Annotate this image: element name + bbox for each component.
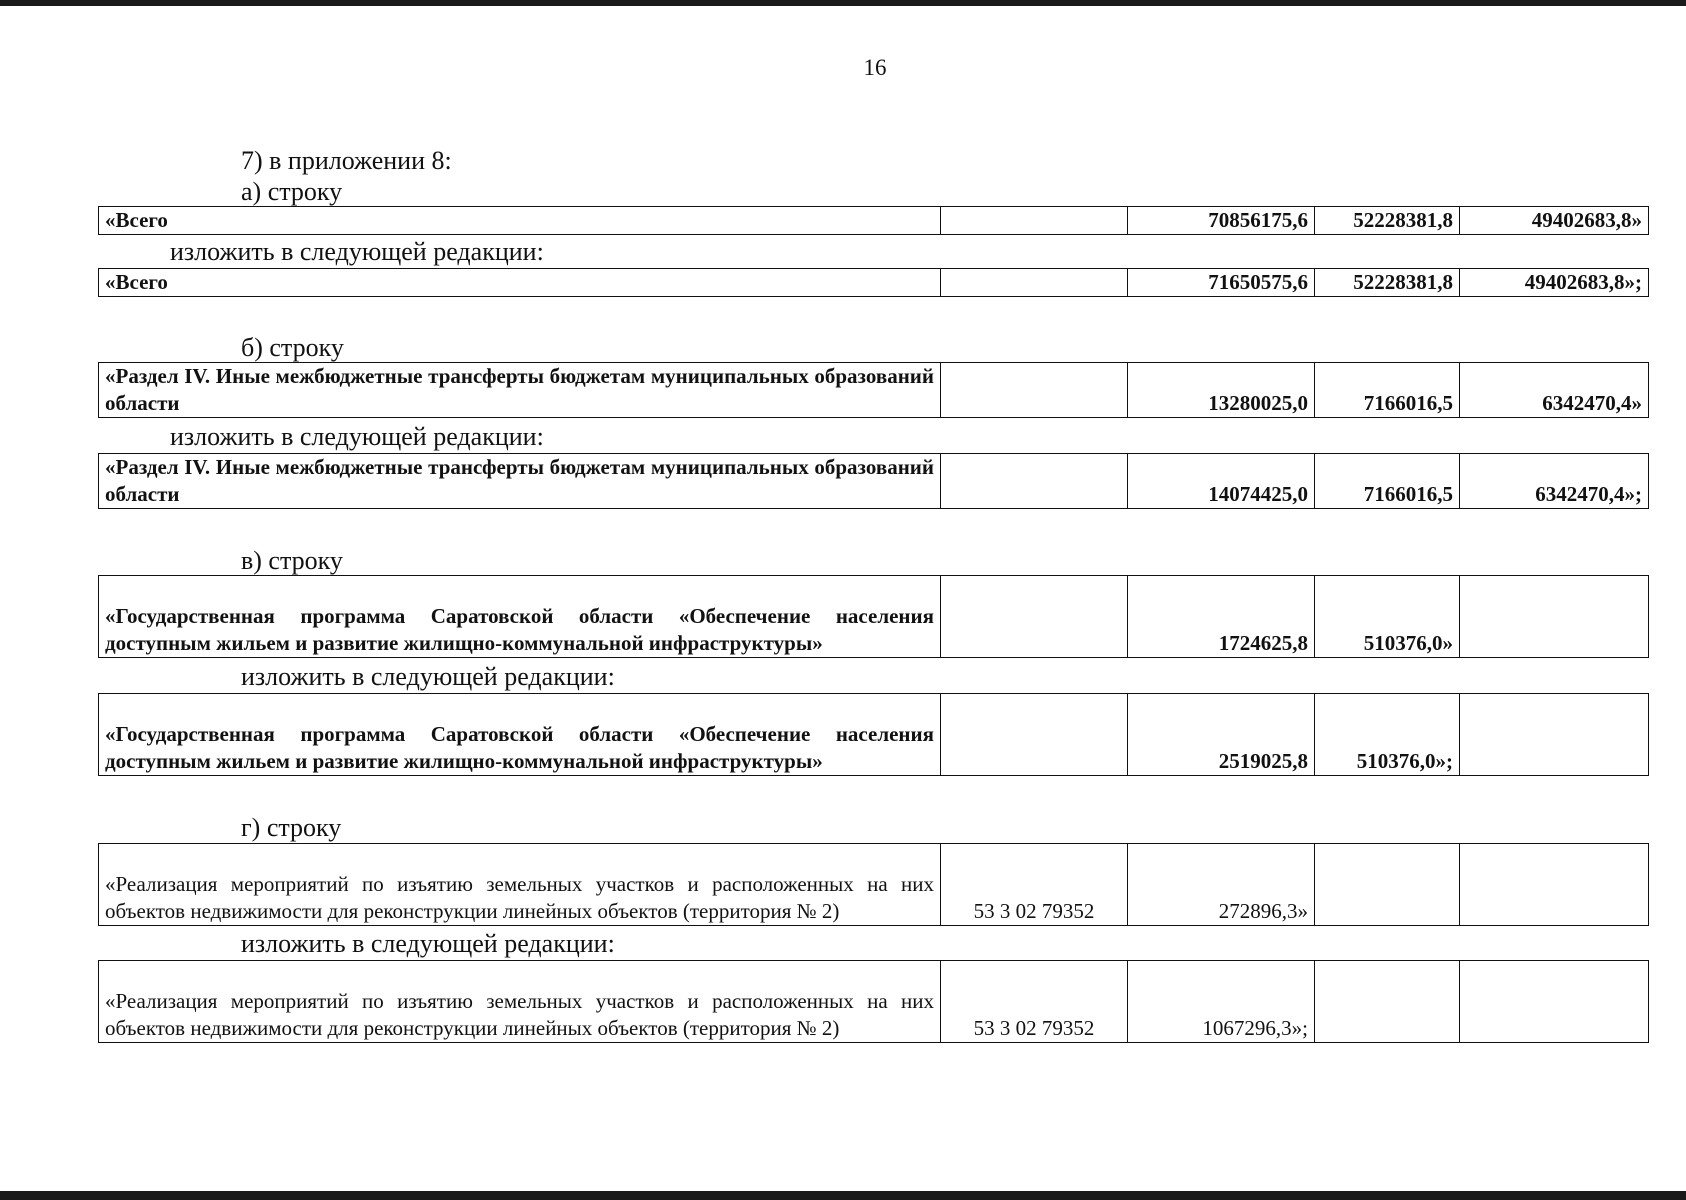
scan-edge-bottom bbox=[0, 1191, 1686, 1200]
row-value-1: 70856175,6 bbox=[1128, 207, 1315, 235]
row-value-2 bbox=[1315, 844, 1460, 926]
row-value-1: 71650575,6 bbox=[1128, 269, 1315, 297]
row-value-1: 1067296,3»; bbox=[1128, 961, 1315, 1043]
row-code bbox=[941, 576, 1128, 658]
row-value-2: 7166016,5 bbox=[1315, 363, 1460, 418]
section-a-new-row bbox=[98, 268, 1649, 297]
row-value-1: 2519025,8 bbox=[1128, 694, 1315, 776]
row-name: «Реализация мероприятий по изъятию земельных участков и расположенных на них объектов недвижимости для реконструкции линейных объектов (территория № 2) bbox=[99, 844, 941, 926]
row-value-2: 52228381,8 bbox=[1315, 207, 1460, 235]
row-value-2: 510376,0»; bbox=[1315, 694, 1460, 776]
section-b-label: б) строку bbox=[241, 333, 344, 362]
section-v-new-row bbox=[98, 693, 1649, 776]
row-name: «Государственная программа Саратовской области «Обеспечение населения доступным жильем и развитие жилищно-коммунальной инфраструктуры» bbox=[99, 694, 941, 776]
row-code bbox=[941, 363, 1128, 418]
row-value-2 bbox=[1315, 961, 1460, 1043]
row-value-3 bbox=[1460, 844, 1649, 926]
section-g-new-row bbox=[98, 960, 1649, 1043]
row-value-2: 52228381,8 bbox=[1315, 269, 1460, 297]
page-number: 16 bbox=[863, 55, 887, 80]
replace-label: изложить в следующей редакции: bbox=[241, 929, 615, 958]
row-name: «Раздел IV. Иные межбюджетные трансферты бюджетам муниципальных образований области bbox=[99, 454, 941, 509]
section-b-old-row bbox=[98, 362, 1649, 418]
row-name: «Всего bbox=[99, 269, 941, 297]
row-value-1: 272896,3» bbox=[1128, 844, 1315, 926]
row-code bbox=[941, 694, 1128, 776]
row-code bbox=[941, 454, 1128, 509]
row-value-3: 49402683,8»; bbox=[1460, 269, 1649, 297]
replace-label: изложить в следующей редакции: bbox=[170, 422, 544, 451]
row-value-1: 13280025,0 bbox=[1128, 363, 1315, 418]
section-g-label: г) строку bbox=[241, 813, 342, 842]
row-value-3: 6342470,4»; bbox=[1460, 454, 1649, 509]
row-code: 53 3 02 79352 bbox=[941, 961, 1128, 1043]
row-value-1: 14074425,0 bbox=[1128, 454, 1315, 509]
replace-label: изложить в следующей редакции: bbox=[241, 662, 615, 691]
row-value-3 bbox=[1460, 961, 1649, 1043]
row-name: «Реализация мероприятий по изъятию земельных участков и расположенных на них объектов недвижимости для реконструкции линейных объектов (территория № 2) bbox=[99, 961, 941, 1043]
row-value-3: 6342470,4» bbox=[1460, 363, 1649, 418]
section-v-old-row bbox=[98, 575, 1649, 658]
row-name: «Всего bbox=[99, 207, 941, 235]
row-name: «Государственная программа Саратовской области «Обеспечение населения доступным жильем и развитие жилищно-коммунальной инфраструктуры» bbox=[99, 576, 941, 658]
row-code: 53 3 02 79352 bbox=[941, 844, 1128, 926]
section-a-old-row bbox=[98, 206, 1649, 235]
row-value-2: 510376,0» bbox=[1315, 576, 1460, 658]
section-v-label: в) строку bbox=[241, 546, 343, 575]
row-value-3 bbox=[1460, 576, 1649, 658]
row-value-3 bbox=[1460, 694, 1649, 776]
scan-edge-top bbox=[0, 0, 1686, 6]
section-a-label: а) строку bbox=[241, 177, 343, 206]
row-code bbox=[941, 269, 1128, 297]
row-value-3: 49402683,8» bbox=[1460, 207, 1649, 235]
row-code bbox=[941, 207, 1128, 235]
row-name: «Раздел IV. Иные межбюджетные трансферты бюджетам муниципальных образований области bbox=[99, 363, 941, 418]
intro-text: 7) в приложении 8: bbox=[241, 146, 452, 175]
row-value-2: 7166016,5 bbox=[1315, 454, 1460, 509]
replace-label: изложить в следующей редакции: bbox=[170, 237, 544, 266]
section-b-new-row bbox=[98, 453, 1649, 509]
section-g-old-row bbox=[98, 843, 1649, 926]
row-value-1: 1724625,8 bbox=[1128, 576, 1315, 658]
